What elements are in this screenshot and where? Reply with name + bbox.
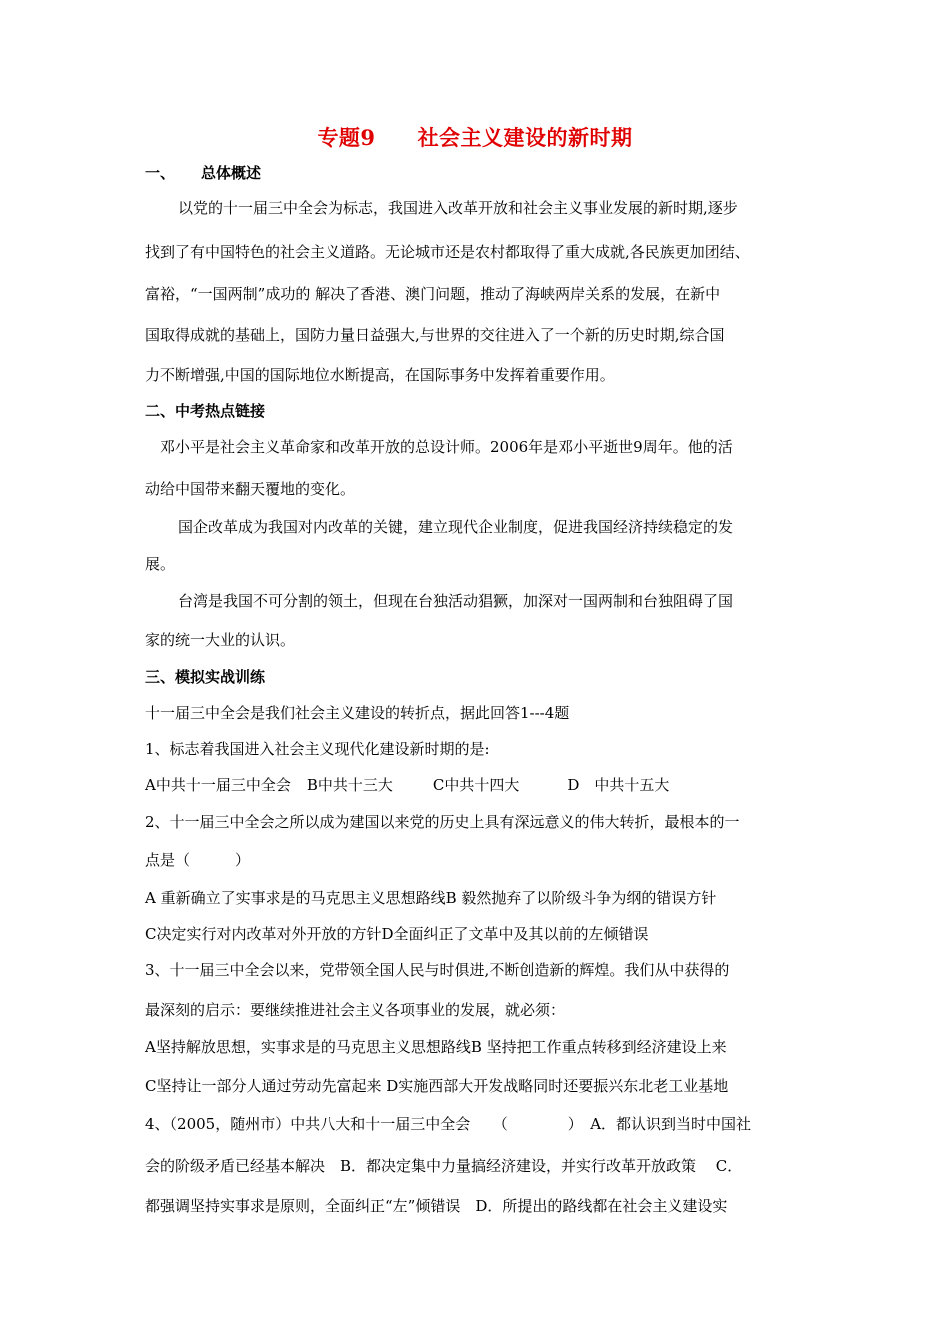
question3-stem-continued: 最深刻的启示：要继续推进社会主义各项事业的发展，就必须： xyxy=(145,1001,566,1019)
section1-heading-number: 一、 xyxy=(145,164,176,182)
question4-line: 会的阶级矛盾已经基本解决 B．都决定集中力量搞经济建设，并实行改革开放政策 C． xyxy=(145,1157,743,1175)
section2-paragraph-line: 动给中国带来翻天覆地的变化。 xyxy=(145,480,356,498)
question4-line: 都强调坚持实事求是原则，全面纠正“左”倾错误 D．所提出的路线都在社会主义建设实 xyxy=(145,1197,728,1215)
question1-options xyxy=(145,775,825,795)
question1-stem: 1、标志着我国进入社会主义现代化建设新时期的是: xyxy=(145,740,490,758)
question1-option-c: C中共十四大 xyxy=(432,776,520,794)
question3-options-ab: A坚持解放思想，实事求是的马克思主义思想路线B 坚持把工作重点转移到经济建设上来 xyxy=(145,1038,727,1056)
section1-paragraph-line: 国取得成就的基础上，国防力量日益强大,与世界的交往进入了一个新的历史时期,综合国 xyxy=(145,326,725,344)
section2-paragraph-line: 展。 xyxy=(145,555,176,573)
question2-stem-continued: 点是（ ） xyxy=(145,851,251,869)
title-topic-number: 专题9 xyxy=(317,125,376,150)
question1-option-b: B中共十三大 xyxy=(306,776,393,794)
section1-heading-text: 总体概述 xyxy=(201,164,262,182)
section2-paragraph-line: 邓小平是社会主义革命家和改革开放的总设计师。2006年是邓小平逝世9周年。他的活 xyxy=(160,438,733,456)
section1-heading xyxy=(145,163,825,183)
section3-intro: 十一届三中全会是我们社会主义建设的转折点，据此回答1---4题 xyxy=(145,704,570,722)
question3-stem: 3、十一届三中全会以来，党带领全国人民与时俱进,不断创造新的辉煌。我们从中获得的 xyxy=(145,961,730,979)
section3-heading: 三、模拟实战训练 xyxy=(145,668,266,686)
section1-paragraph-line: 找到了有中国特色的社会主义道路。无论城市还是农村都取得了重大成就,各民族更加团结、 xyxy=(145,243,750,261)
question3-options-cd: C坚持让一部分人通过劳动先富起来 D实施西部大开发战略同时还要振兴东北老工业基地 xyxy=(145,1077,729,1095)
section1-paragraph-line: 力不断增强,中国的国际地位水断提高，在国际事务中发挥着重要作用。 xyxy=(145,366,615,384)
question2-stem: 2、十一届三中全会之所以成为建国以来党的历史上具有深远意义的伟大转折，最根本的一 xyxy=(145,813,740,831)
document-title xyxy=(0,122,950,152)
question1-option-d: D 中共十五大 xyxy=(567,776,670,794)
question1-option-a: A中共十一届三中全会 xyxy=(145,776,291,794)
section1-paragraph-line: 以党的十一届三中全会为标志，我国进入改革开放和社会主义事业发展的新时期,逐步 xyxy=(178,199,738,217)
section2-paragraph-line: 家的统一大业的认识。 xyxy=(145,631,296,649)
section2-paragraph-line: 国企改革成为我国对内改革的关键，建立现代企业制度，促进我国经济持续稳定的发 xyxy=(178,518,734,536)
section2-heading: 二、中考热点链接 xyxy=(145,402,266,420)
question2-options-ab: A 重新确立了实事求是的马克思主义思想路线B 毅然抛弃了以阶级斗争为纲的错误方针 xyxy=(145,889,717,907)
question4-line: 4、（2005，随州市）中共八大和十一届三中全会 （ ） A．都认识到当时中国社 xyxy=(145,1115,752,1133)
section2-paragraph-line: 台湾是我国不可分割的领土，但现在台独活动猖獗，加深对一国两制和台独阻碍了国 xyxy=(178,592,734,610)
question2-options-cd: C决定实行对内改革对外开放的方针D全面纠正了文革中及其以前的左倾错误 xyxy=(145,925,649,943)
section1-paragraph-line: 富裕，“一国两制”成功的 解决了香港、澳门问题，推动了海峡两岸关系的发展，在新中 xyxy=(145,285,721,303)
title-topic-name: 社会主义建设的新时期 xyxy=(417,125,633,150)
